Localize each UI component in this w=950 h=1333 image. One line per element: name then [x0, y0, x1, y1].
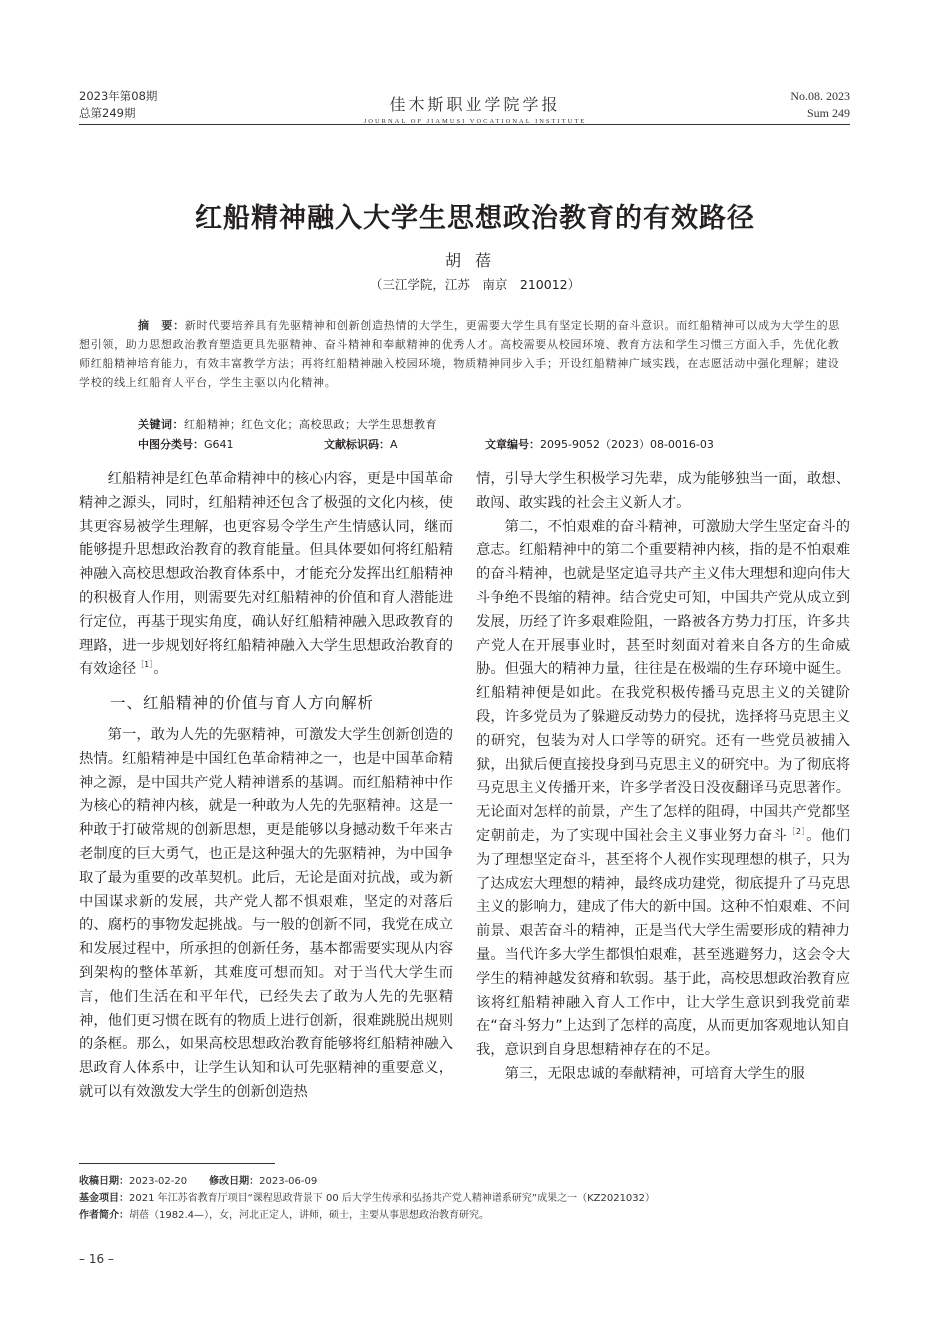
- author-affiliation: （三江学院，江苏 南京 210012）: [369, 277, 581, 292]
- citation-ref: ［1］: [136, 660, 154, 670]
- journal-name: [300, 92, 650, 125]
- issue-no-en: No.08. 2023: [790, 89, 850, 103]
- clc-number: 中图分类号：G641: [138, 438, 234, 451]
- paragraph: 情，引导大学生积极学习先辈，成为能够独当一面，敢想、敢闯、敢实践的社会主义新人才。: [476, 471, 850, 511]
- paragraph: 第一，敢为人先的先驱精神，可激发大学生创新创造的热情。红船精神是中国红色革命精神之一，也是中国革命精神之源，是中国共产党人精神谱系的基调。而红船精神中作为核心的精神内核，就是一种敢为人先的先驱精神。这是一种敢于打破常规的创新思想，更是能够以身撼动数千年来古老制度的巨大勇气，也正是这种强大的先驱精神，为中国争取了最为重要的改革契机。此后，无论是面对抗战，或为新中国谋求新的发展，共产党人都不惧艰难，坚定的对落后的、腐朽的事物发起挑战。与一般的创新不同，我党在成立和发展过程中，所承担的创新任务，基本都需要实现从内容到架构的整体革新，其难度可想而知。对于当代大学生而言，他们生活在和平年代，已经失去了敢为人先的先驱精神，他们更习惯在既有的物质上进行创新，很难跳脱出规则的条框。那么，如果高校思想政治教育能够将红船精神融入思政育人体系中，让学生认知和认可先驱精神的重要意义，就可以有效激发大学生的创新创造热: [79, 726, 453, 1100]
- date-info: 收稿日期：2023-02-20 修改日期：2023-06-09: [79, 1176, 318, 1187]
- author-bio: 作者简介：胡蓓（1982.4—），女，河北正定人，讲师，硕士，主要从事思想政治教育研究。: [79, 1210, 489, 1221]
- section-heading: 一、红船精神的价值与育人方向解析: [110, 694, 375, 713]
- keywords-label: 关键词：: [138, 418, 184, 431]
- header-divider: [79, 124, 850, 125]
- article-author: 胡蓓: [444, 251, 505, 270]
- issue-info: [79, 88, 157, 122]
- keywords-text: 红船精神；红色文化；高校思政；大学生思想教育: [184, 418, 437, 431]
- citation-ref: ［2］: [787, 827, 807, 837]
- issue-total-number: 总第249期: [79, 106, 136, 120]
- abstract-text: 新时代要培养具有先驱精神和创新创造热情的大学生，更需要大学生具有坚定长期的奋斗意识。而红船精神可以成为大学生的思想引领，助力思想政治教育塑造更具先驱精神、奋斗精神和奉献精神的优秀人才。高校需要从校园环境、教育方法和学生习惯三方面入手，先优化教师红船精神培育能力，有效丰富教学方法；再将红船精神融入校园环境，物质精神同步入手；开设红船精神广域实践，在志愿活动中强化理解；建设学校的线上红船育人平台，学生主驱以内化精神。: [79, 319, 841, 389]
- article-title: 红船精神融入大学生思想政治教育的有效路径: [195, 203, 755, 234]
- issue-year-number: 2023年第08期: [79, 89, 158, 103]
- abstract-label: 摘 要：: [138, 319, 185, 332]
- body-left-column: [79, 468, 453, 1105]
- paragraph: 红船精神是红色革命精神中的核心内容，更是中国革命精神之源头，同时，红船精神还包含了极强的文化内核，使其更容易被学生理解，也更容易令学生产生情感认同，继而能够提升思想政治教育的教育能量。但具体要如何将红船精神融入高校思想政治教育体系中，才能充分发挥出红船精神的积极育人作用，则需要先对红船精神的价值和育人潜能进行定位，再基于现实角度，确认好红船精神融入思政教育的理路，进一步规划好将红船精神融入大学生思想政治教育的有效途径$^{[1]}$。: [79, 471, 453, 678]
- keywords: [138, 415, 437, 434]
- journal-name-cn: 佳木斯职业学院学报: [389, 95, 561, 114]
- paragraph: 第二，不怕艰难的奋斗精神，可激励大学生坚定奋斗的意志。红船精神中的第二个重要精神内核，指的是不怕艰难的奋斗精神，也就是坚定追寻共产主义伟大理想和迎向伟大斗争绝不畏缩的精神。结合党史可知，中国共产党从成立到发展，历经了许多艰难险阻，一路被各方势力打压，许多共产党人在开展事业时，甚至时刻面对着来自各方的生命威胁。但强大的精神力量，往往是在极端的生存环境中诞生。红船精神便是如此。在我党积极传播马克思主义的关键阶段，许多党员为了躲避反动势力的侵扰，选择将马克思主义的研究，包装为对人口学等的研究。还有一些党员被捕入狱，出狱后便直接投身到马克思主义的研究中。为了彻底将马克思主义传播开来，许多学者没日没夜翻译马克思著作。无论面对怎样的前景，产生了怎样的阻碍，中国共产党都坚定朝前走，为了实现中国社会主义事业努力奋斗$^{[2]}$。他们为了理想坚定奋斗，甚至将个人视作实现理想的棋子，只为了达成宏大理想的精神，最终成功建党，彻底提升了马克思主义的影响力，建成了伟大的新中国。这种不怕艰难、不问前景、艰苦奋斗的精神，正是当代大学生需要形成的精神力量。当代许多大学生都惧怕艰难，甚至逃避努力，这会令大学生的精神越发贫瘠和软弱。基于此，高校思想政治教育应该将红船精神融入育人工作中，让大学生意识到我党前辈在“奋斗努力”上达到了怎样的高度，从而更加客观地认知自我，意识到自身思想精神存在的不足。: [476, 518, 851, 1059]
- footnote-divider: [79, 1163, 275, 1164]
- document-code: 文献标识码：A: [324, 438, 398, 451]
- paragraph: 第三，无限忠诚的奉献精神，可培育大学生的服: [504, 1065, 805, 1082]
- footnote: [79, 1173, 655, 1224]
- issue-info-en: [790, 88, 850, 122]
- article-number: 文章编号：2095-9052（2023）08-0016-03: [485, 438, 714, 451]
- page-number: – 16 –: [79, 1252, 114, 1266]
- fund-info: 基金项目：2021 年江苏省教育厅项目“课程思政背景下 00 后大学生传承和弘扬共产党人精神谱系研究”成果之一（KZ2021032）: [79, 1193, 656, 1204]
- abstract: [79, 316, 850, 392]
- journal-name-en: JOURNAL OF JIAMUSI VOCATIONAL INSTITUTE: [363, 118, 587, 125]
- issue-sum-en: Sum 249: [806, 106, 850, 120]
- body-right-column: [476, 468, 850, 1087]
